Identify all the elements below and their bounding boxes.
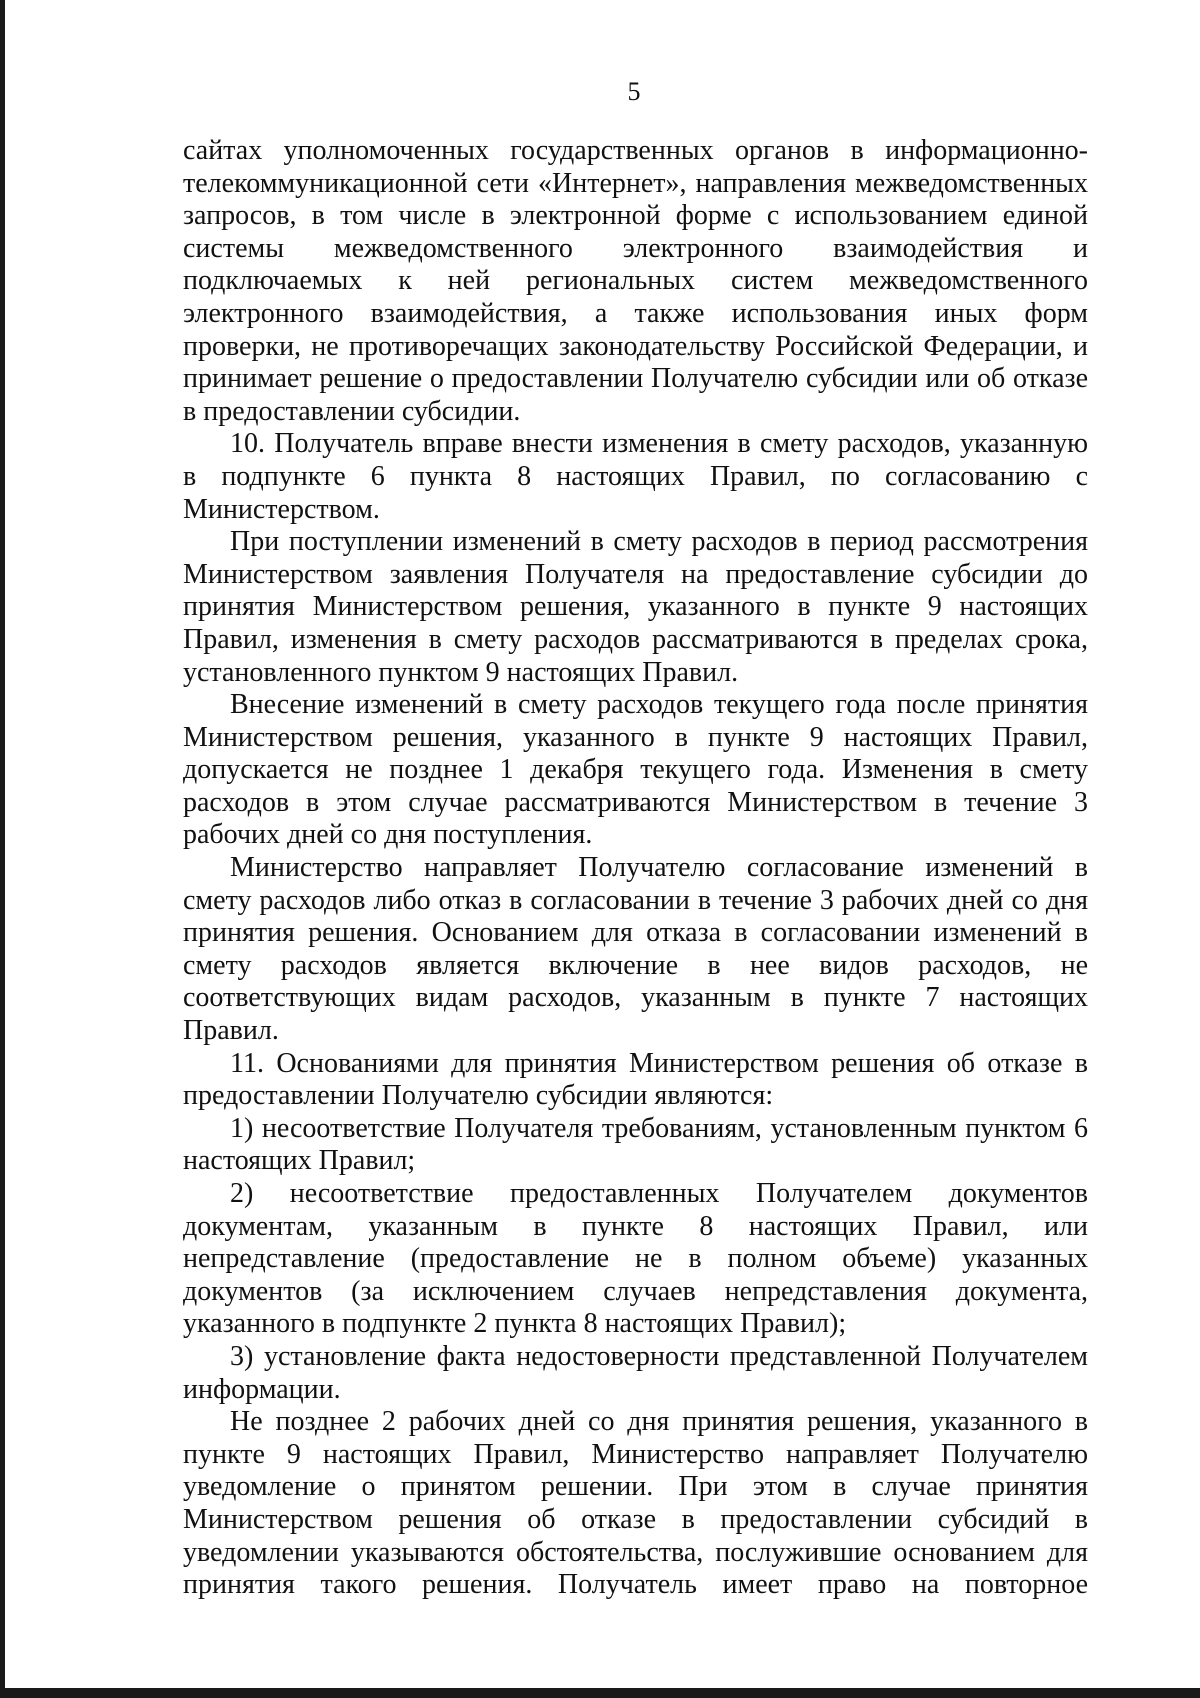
- paragraph-changes-deadline: Внесение изменений в смету расходов текущего года после принятия Министерством решения, указанного в пункте 9 настоящих Правил, допускается не позднее 1 декабря текущего года. Изменения в смету расходов в этом случае рассматриваются Министерством в течение 3 рабочих дней со дня поступления.: [183, 689, 1088, 851]
- scan-edge-left: [0, 0, 5, 1698]
- document-body: [183, 135, 1088, 1602]
- paragraph-item-10: 10. Получатель вправе внести изменения в смету расходов, указанную в подпункте 6 пункта 8 настоящих Правил, по согласованию с Министерством.: [183, 428, 1088, 525]
- paragraph-approval-refusal: Министерство направляет Получателю согласование изменений в смету расходов либо отказ в согласовании в течение 3 рабочих дней со дня принятия решения. Основанием для отказа в согласовании изменений в смету расходов является включение в нее видов расходов, не соответствующих видам расходов, указанным в пункте 7 настоящих Правил.: [183, 852, 1088, 1047]
- paragraph-continuation: сайтах уполномоченных государственных органов в информационно-телекоммуникационной сети «Интернет», направления межведомственных запросов, в том числе в электронной форме с использованием единой системы межведомственного электронного взаимодействия и подключаемых к ней региональных систем межведомственного электронного взаимодействия, а также использования иных форм проверки, не противоречащих законодательству Российской Федерации, и принимает решение о предоставлении Получателю субсидии или об отказе в предоставлении субсидии.: [183, 135, 1088, 427]
- scan-edge-bottom: [0, 1688, 1200, 1698]
- list-item-2: 2) несоответствие предоставленных Получателем документов документам, указанным в пункте 8 настоящих Правил, или непредставление (предоставление не в полном объеме) указанных документов (за исключением случаев непредставления документа, указанного в подпункте 2 пункта 8 настоящих Правил);: [183, 1178, 1088, 1340]
- paragraph-changes-review: При поступлении изменений в смету расходов в период рассмотрения Министерством заявления Получателя на предоставление субсидии до принятия Министерством решения, указанного в пункте 9 настоящих Правил, изменения в смету расходов рассматриваются в пределах срока, установленного пунктом 9 настоящих Правил.: [183, 526, 1088, 688]
- list-item-1: 1) несоответствие Получателя требованиям, установленным пунктом 6 настоящих Правил;: [183, 1112, 1088, 1177]
- list-item-3: 3) установление факта недостоверности представленной Получателем информации.: [183, 1340, 1088, 1405]
- paragraph-notification: Не позднее 2 рабочих дней со дня принятия решения, указанного в пункте 9 настоящих Правил, Министерство направляет Получателю уведомление о принятом решении. При этом в случае принятия Министерством решения об отказе в предоставлении субсидий в уведомлении указываются обстоятельства, послужившие основанием для принятия такого решения. Получатель имеет право на повторное: [183, 1406, 1088, 1601]
- paragraph-item-11: 11. Основаниями для принятия Министерством решения об отказе в предоставлении Получателю субсидии являются:: [183, 1047, 1088, 1112]
- page-number: 5: [627, 77, 641, 106]
